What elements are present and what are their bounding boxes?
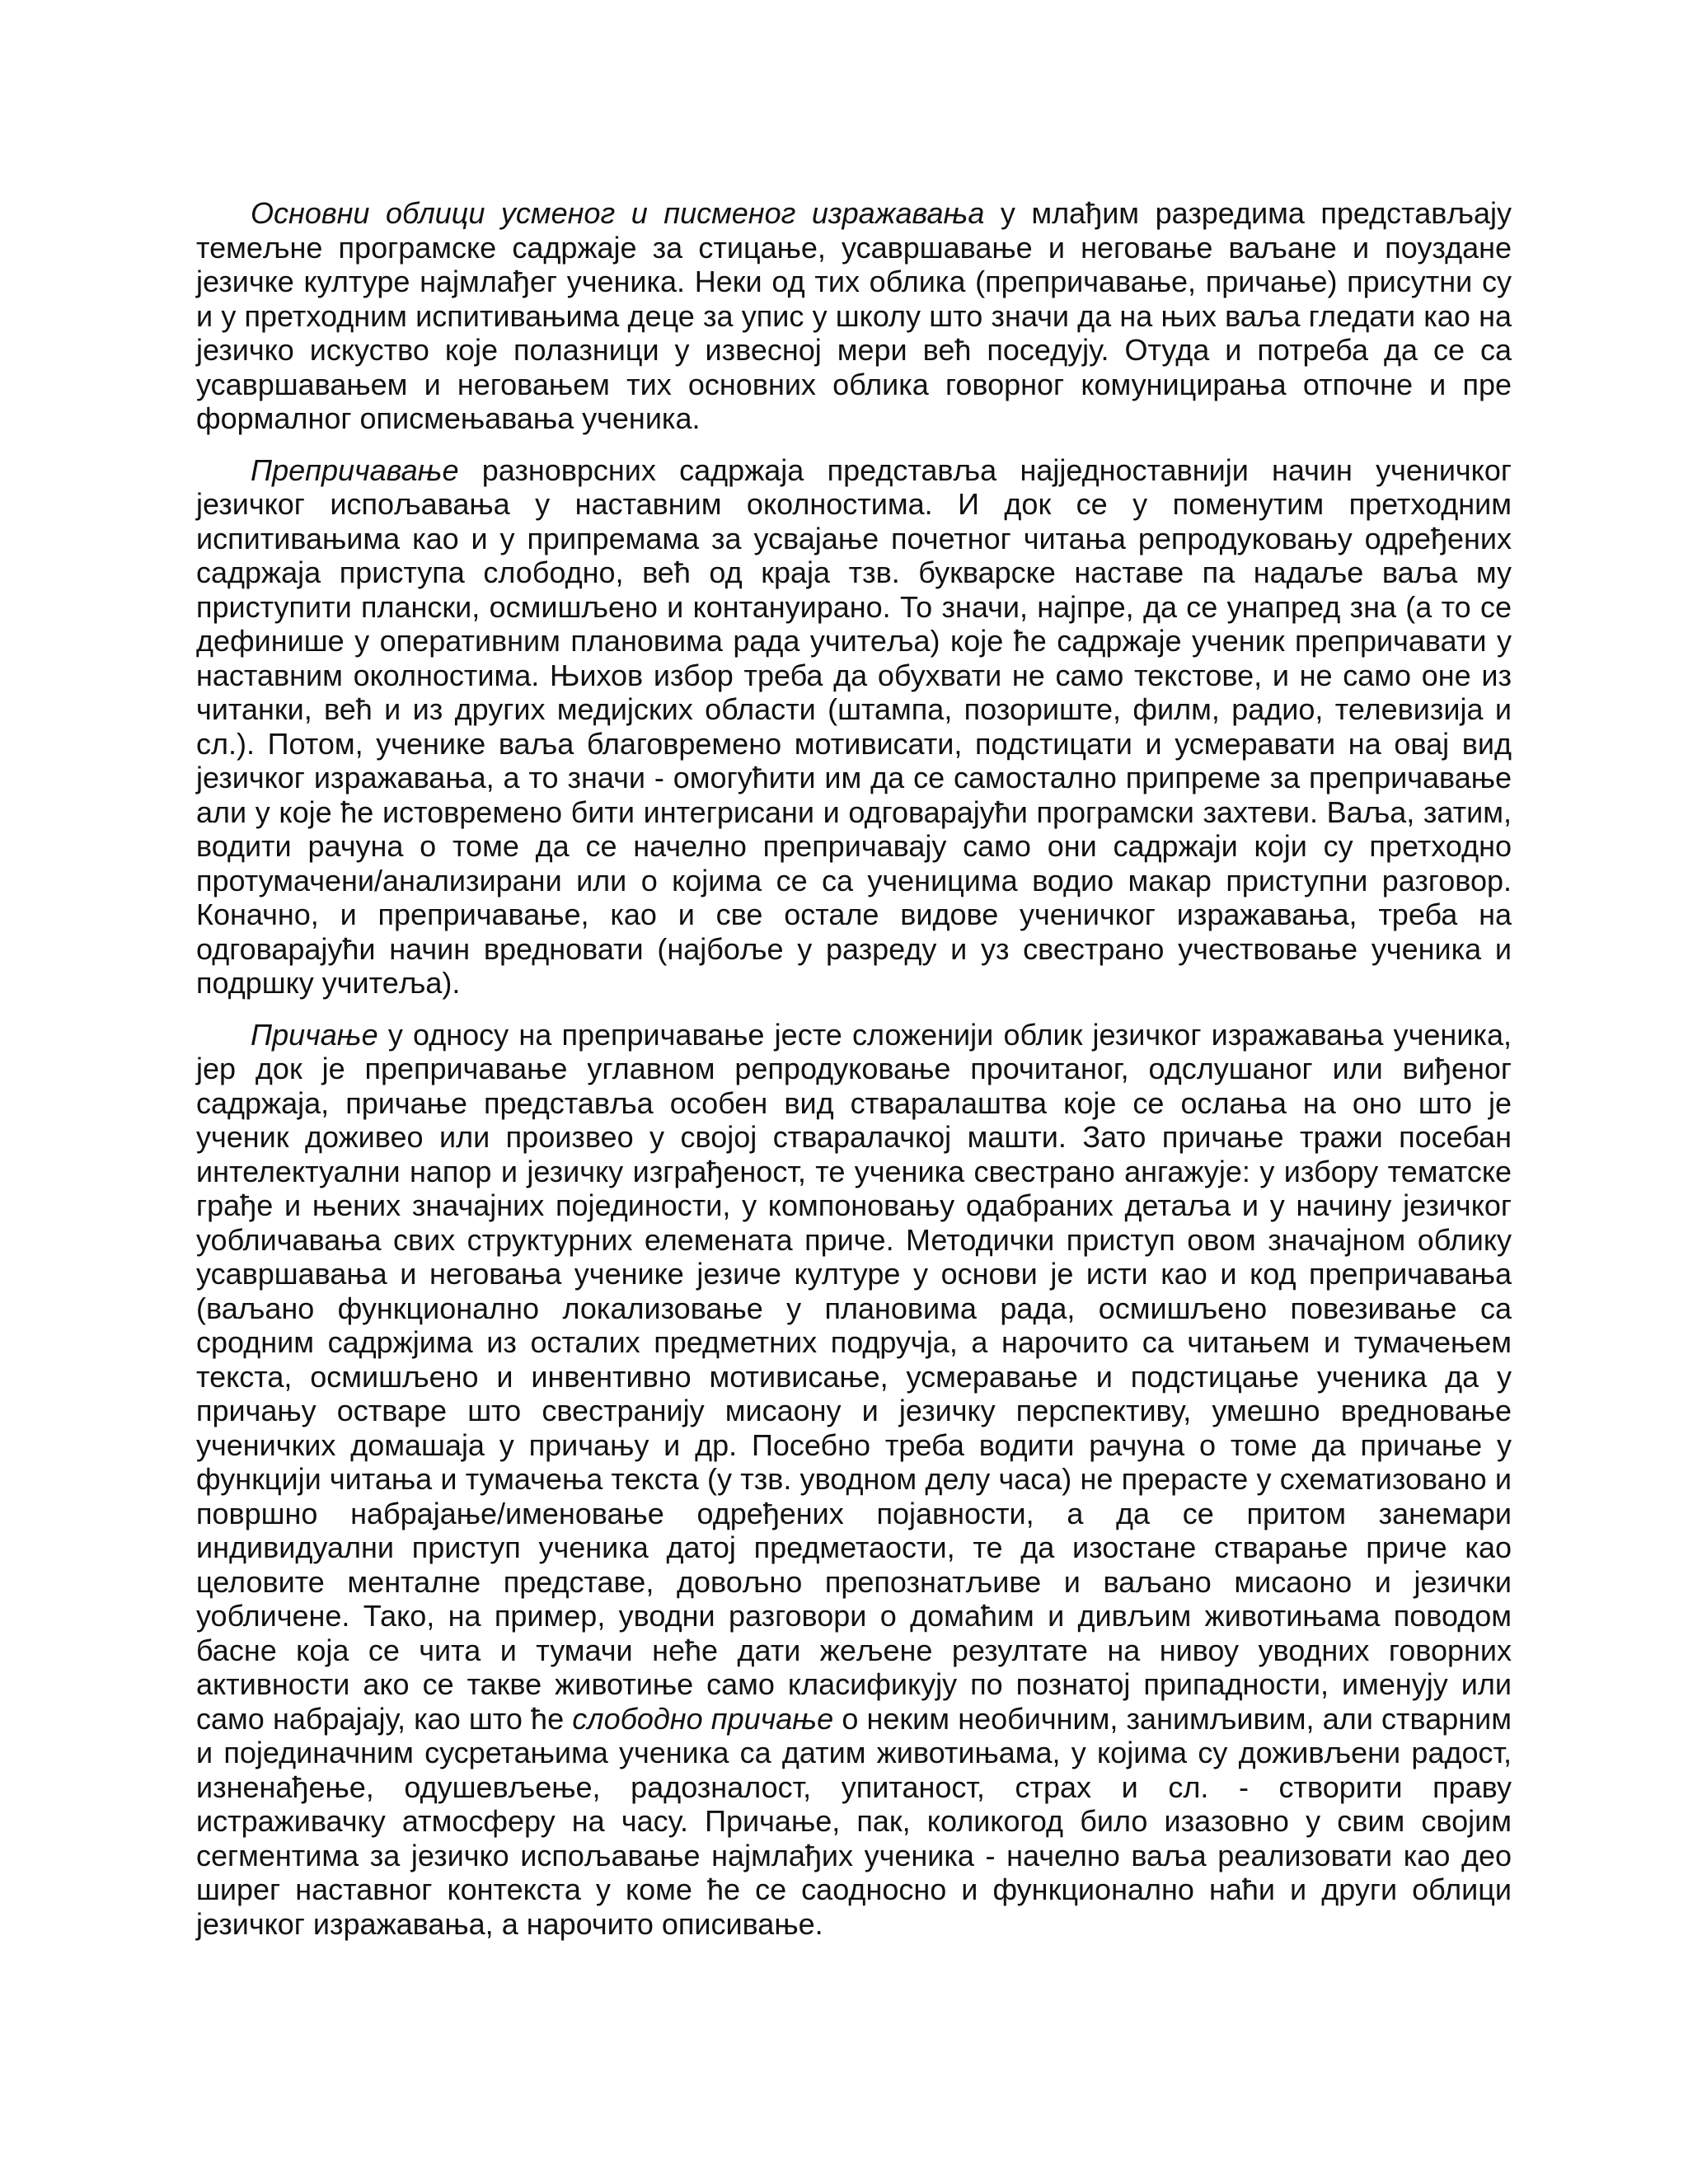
paragraph-lead-term: Препричавање — [251, 452, 459, 487]
paragraph-text: разноврсних садржаја представља најједноставнији начин ученичког језичког испољавања у наставним околностима. И док се у поменутим претходним испитивањима као и у припремама за усвајање почетног читања репродуковању одређених садржаја приступа слободно, већ од краја тзв. букварске наставе па надаље ваља му приступити плански, осмишљено и контануирано. То значи, најпре, да се унапред зна (а то се дефинише у оперативним плановима рада учитеља) које ће садржаје ученик препричавати у наставним околностима. Њихов избор треба да обухвати не само текстове, и не само оне из читанки, већ и из других медијских области (штампа, позориште, филм, радио, телевизија и сл.). Потом, ученике ваља благовремено мотивисати, подстицати и усмеравати на овај вид језичког изражавања, а то значи - омогућити им да се самостално припреме за препричавање али у које ће истовремено бити интегрисани и одговарајући програмски захтеви. Ваља, затим, водити рачуна о томе да се начелно препричавају само они садржаји који су претходно протумачени/анализирани или о којима се са ученицима водио макар приступни разговор. Коначно, и препричавање, као и све остале видове ученичког изражавања, треба на одговарајући начин вредновати (најбоље у разреду и уз свестрано учествовање ученика и подршку учитеља). — [196, 452, 1512, 1000]
document-body — [196, 196, 1512, 1958]
paragraph-storytelling — [196, 1018, 1512, 1942]
paragraph-lead-term: Причање — [251, 1017, 378, 1052]
paragraph-retelling — [196, 453, 1512, 1001]
paragraph-text: у млађим разредима представљају темељне програмске садржаје за стицање, усавршавање и неговање ваљане и поуздане језичке културе најмлађег ученика. Неки од тих облика (препричавање, причање) присутни су и у претходним испитивањима деце за упис у школу што значи да на њих ваља гледати као на језичко искуство које полазници у извесној мери већ поседују. Отуда и потреба да се са усавршавањем и неговањем тих основних облика говорног комуницирања отпочне и пре формалног описмењавања ученика. — [196, 196, 1512, 435]
paragraph-text-before: у односу на препричавање јесте сложенији облик језичког изражавања ученика, јер док је препричавање углавном репродуковање прочитаног, одслушаног или виђеног садржаја, причање представља особен вид стваралаштва које се ослања на оно што је ученик доживео или произвео у својој стваралачкој машти. Зато причање тражи посебан интелектуални напор и језичку изграђеност, те ученика свестрано ангажује: у избору тематске грађе и њених значајних појединости, у компоновању одабраних детаља и у начину језичког уобличавања свих структурних елемената приче. Методички приступ овом значајном облику усавршавања и неговања ученике језиче културе у основи је исти као и код препричавања (ваљано функционално локализовање у плановима рада, осмишљено повезивање са сродним садржјима из осталих предметних подручја, а нарочито са читањем и тумачењем текста, осмишљено и инвентивно мотивисање, усмеравање и подстицање ученика да у причању остваре што свестранију мисаону и језичку перспективу, умешно вредновање ученичких домашаја у причању и др. Посебно треба водити рачуна о томе да причање у функцији читања и тумачења текста (у тзв. уводном делу часа) не прерасте у схематизовано и површно набрајање/именовање одређених појавности, а да се притом занемари индивидуални приступ ученика датој предметаости, те да изостане стварање приче као целовите менталне представе, довољно препознатљиве и ваљано мисаоно и језички уобличене. Тако, на пример, уводни разговори о домаћим и дивљим животињама поводом басне која се чита и тумачи неће дати жељене резултате на нивоу уводних говорних активности ако се такве животиње само класификују по познатој припадности, именују или само набрајају, као што ће — [196, 1017, 1512, 1736]
paragraph-basic-forms — [196, 196, 1512, 436]
paragraph-lead-term: Основни облици усменог и писменог изражавања — [251, 196, 985, 230]
paragraph-inline-term: слободно причање — [572, 1701, 834, 1736]
paragraph-text-after: о неким необичним, занимљивим, али стварним и појединачним сусретањима ученика са датим животињама, у којима су доживљени радост, изненађење, одушевљење, радозналост, упитаност, страх и сл. - створити праву истраживачку атмосферу на часу. Причање, пак, коликогод било изазовно у свим својим сегментима за језичко испољавање најмлађих ученика - начелно ваља реализовати као део ширег наставног контекста у коме ће се саодносно и функционално наћи и други облици језичког изражавања, а нарочито описивање. — [196, 1701, 1512, 1941]
